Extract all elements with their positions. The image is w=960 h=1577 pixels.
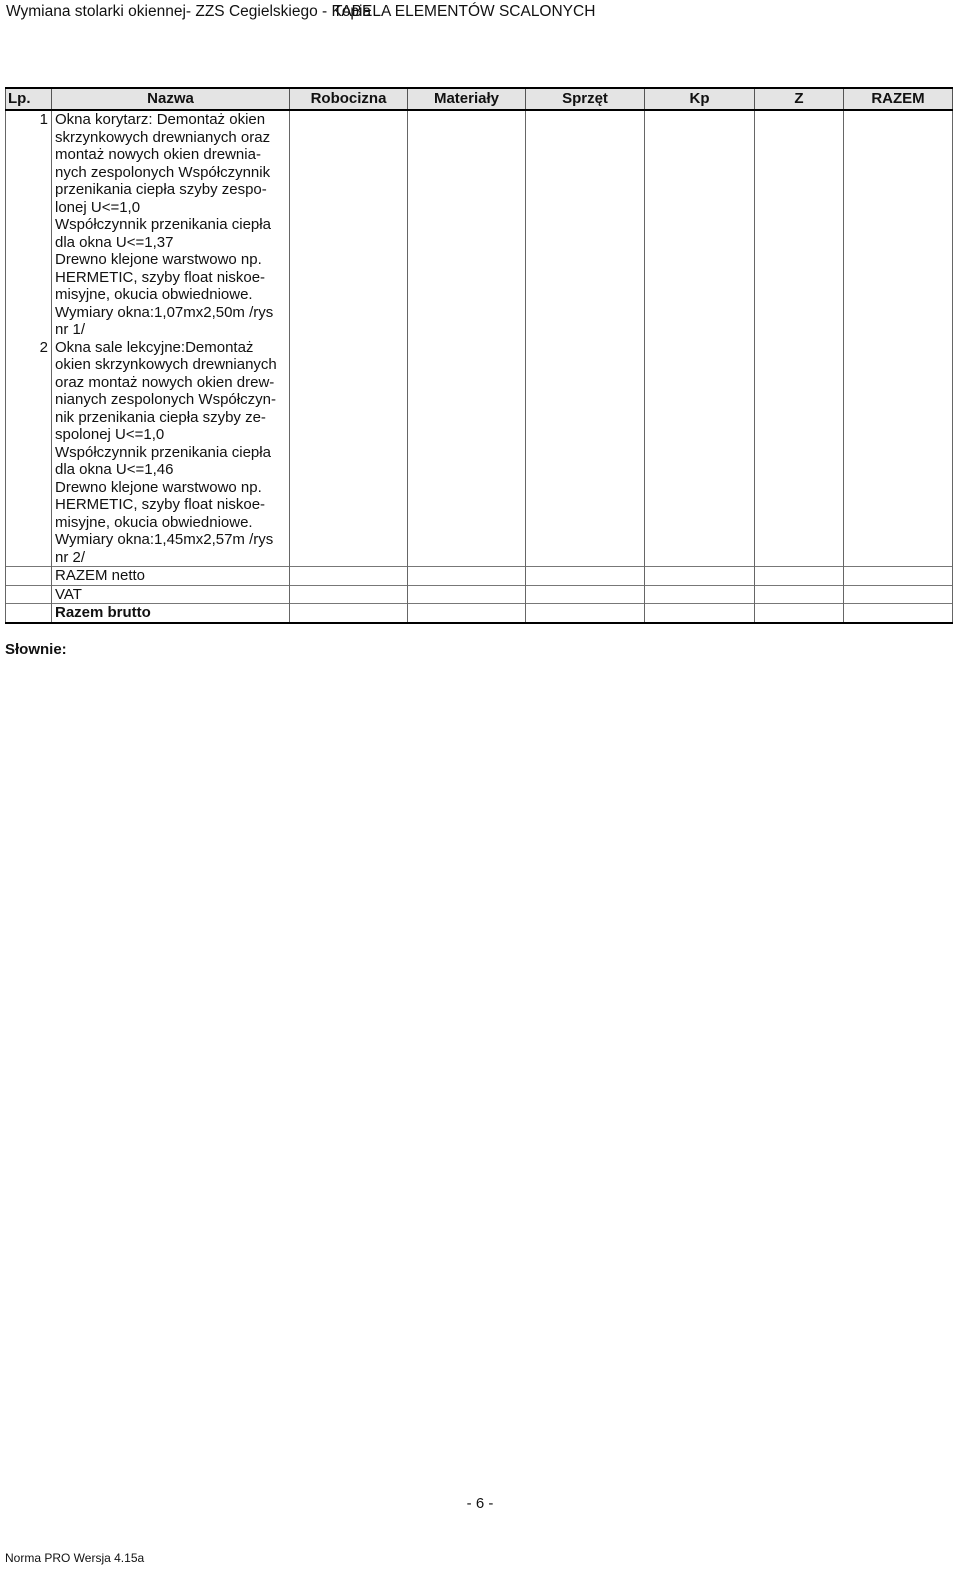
description-line: spolonej U<=1,0 [55,426,165,443]
description-line: oraz montaż nowych okien drew- [55,373,275,391]
cell-empty [6,604,52,623]
cell-materialy [408,585,526,604]
cell-robocizna [290,585,408,604]
description-line: skrzynkowych drewnianych oraz [55,128,271,146]
cell-sprzet [526,567,645,586]
page-number: - 6 - [466,1495,494,1512]
summary-row-vat [6,585,953,604]
cell-robocizna [290,339,408,567]
cell-empty [6,585,52,604]
description-line: Współczynnik przenikania ciepła [55,216,271,233]
description-line: montaż nowych okien drewnia- [55,146,261,163]
item-description [52,110,290,339]
amount-in-words-label: Słownie: [5,641,67,658]
summary-label-vat: VAT [52,585,290,604]
col-header-kp: Kp [645,88,755,110]
item-description [52,339,290,567]
summary-label-brutto: Razem brutto [52,604,290,623]
table-header-row [6,88,953,110]
cell-z [755,339,844,567]
description-line: nik przenikania ciepła szyby ze- [55,408,266,426]
row-number: 1 [6,110,52,339]
section-title: TABELA ELEMENTÓW SCALONYCH [333,3,596,20]
cell-materialy [408,110,526,339]
cell-z [755,567,844,586]
description-line: misyjne, okucia obwiedniowe. [55,513,253,531]
description-line: Wymiary okna:1,07mx2,50m /rys [55,303,274,321]
cell-sprzet [526,339,645,567]
cell-z [755,585,844,604]
col-header-nazwa: Nazwa [52,88,290,110]
summary-label-netto: RAZEM netto [52,567,290,586]
description-line: Współczynnik przenikania ciepła [55,443,271,461]
col-header-robocizna: Robocizna [290,88,408,110]
description-line: HERMETIC, szyby float niskoe- [55,268,266,286]
description-line: nr 2/ [55,548,86,566]
col-header-lp: Lp. [6,88,52,110]
cell-empty [6,567,52,586]
cell-razem [844,604,953,623]
cell-razem [844,567,953,586]
description-line: HERMETIC, szyby float niskoe- [55,496,266,513]
cell-sprzet [526,604,645,623]
summary-row-brutto [6,604,953,623]
description-line: nych zespolonych Współczynnik [55,163,271,181]
cell-kp [645,110,755,339]
table-row [6,339,953,567]
description-line: Drewno klejone warstwowo np. [55,251,262,268]
cell-sprzet [526,110,645,339]
col-header-z: Z [755,88,844,110]
description-line: Okna sale lekcyjne:Demontaż [55,338,254,356]
description-line: lonej U<=1,0 [55,198,141,216]
cell-robocizna [290,567,408,586]
description-line: dla okna U<=1,46 [55,461,174,478]
cell-kp [645,604,755,623]
row-number: 2 [6,339,52,567]
description-line: Wymiary okna:1,45mx2,57m /rys [55,531,274,548]
col-header-sprzet: Sprzęt [526,88,645,110]
col-header-materialy: Materiały [408,88,526,110]
description-line: dla okna U<=1,37 [55,233,174,251]
table-row [6,110,953,339]
description-line: Drewno klejone warstwowo np. [55,478,262,496]
software-footer: Norma PRO Wersja 4.15a [5,1551,145,1565]
cell-materialy [408,567,526,586]
description-line: Okna korytarz: Demontaż okien [55,111,266,128]
col-header-razem: RAZEM [844,88,953,110]
cell-kp [645,339,755,567]
cell-kp [645,567,755,586]
description-line: przenikania ciepła szyby zespo- [55,181,267,198]
cell-robocizna [290,110,408,339]
cell-razem [844,339,953,567]
cell-materialy [408,604,526,623]
cell-razem [844,110,953,339]
cell-robocizna [290,604,408,623]
summary-row-netto [6,567,953,586]
cell-sprzet [526,585,645,604]
description-line: okien skrzynkowych drewnianych [55,356,277,373]
description-line: nr 1/ [55,321,86,338]
description-line: misyjne, okucia obwiedniowe. [55,286,253,303]
description-line: nianych zespolonych Współczyn- [55,391,276,408]
cell-materialy [408,339,526,567]
cost-table [5,87,953,624]
cell-z [755,110,844,339]
document-title: Wymiana stolarki okiennej- ZZS Cegielskiego - Kopia [6,3,372,20]
cell-kp [645,585,755,604]
cell-z [755,604,844,623]
cell-razem [844,585,953,604]
